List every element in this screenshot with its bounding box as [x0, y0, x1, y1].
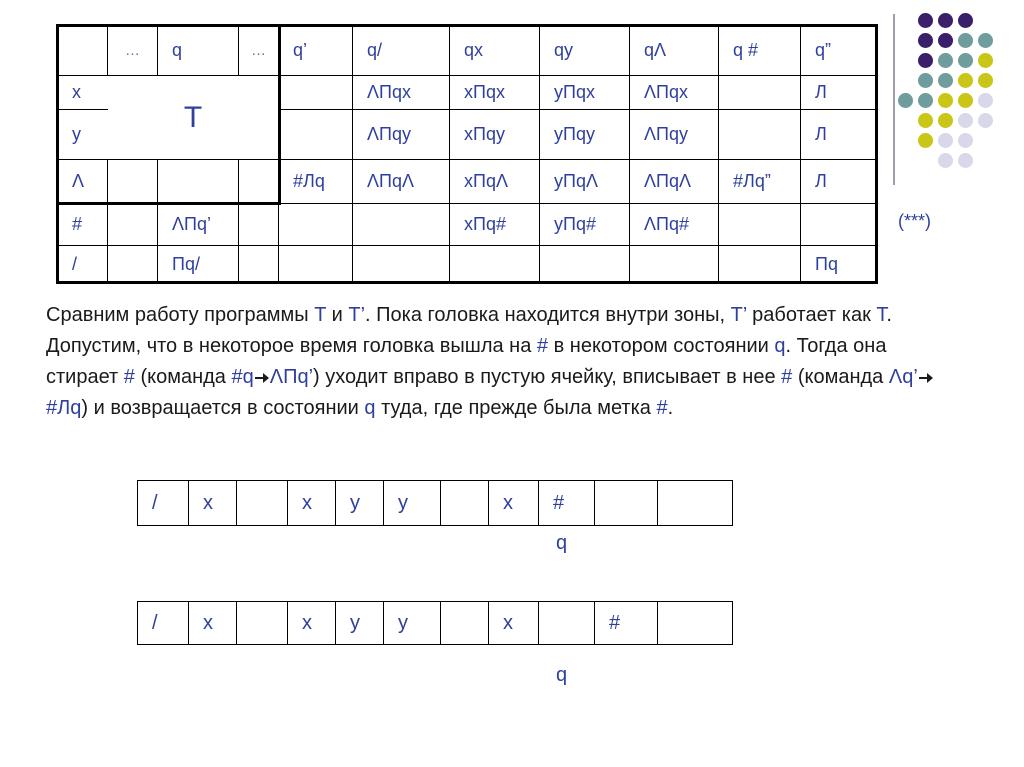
header-cell-q-lambda: qΛ [630, 26, 719, 76]
table-cell [108, 204, 158, 246]
table-cell: ΛПqΛ [630, 160, 719, 204]
zone-border-bottom [56, 202, 280, 205]
decorative-dot [958, 73, 973, 88]
decorative-dot [958, 133, 973, 148]
table-cell: ΛПqy [630, 110, 719, 160]
table-cell: ΛПq’ [158, 204, 239, 246]
tape-before [137, 480, 733, 526]
tape-cell [539, 602, 595, 645]
header-cell-qy: qy [540, 26, 630, 76]
table-cell [540, 246, 630, 284]
table-border-top-right [279, 24, 877, 27]
tape-cell [658, 602, 733, 645]
decorative-dot [938, 93, 953, 108]
decorative-dot [958, 53, 973, 68]
table-cell [719, 246, 801, 284]
decorative-dot [918, 93, 933, 108]
table-cell [719, 110, 801, 160]
table-cell [239, 246, 279, 284]
text-span: . Пока головка находится внутри зоны, [365, 304, 731, 326]
table-cell [239, 160, 279, 204]
tape-cell: y [384, 481, 441, 526]
header-cell-dots-left: … [108, 26, 158, 76]
table-cell: #Лq” [719, 160, 801, 204]
decorative-dot [918, 133, 933, 148]
tape-cell [237, 481, 288, 526]
table-cell [719, 204, 801, 246]
table-row-slash [58, 246, 877, 284]
row-symbol-cell: Λ [58, 160, 108, 204]
decorative-divider-line [893, 14, 895, 185]
decorative-dot [918, 33, 933, 48]
tape-cell: # [539, 481, 595, 526]
text-span: (команда [134, 366, 232, 388]
tape-after [137, 601, 733, 645]
decorative-dot [958, 13, 973, 28]
text-span: ) и возвращается в состоянии [81, 397, 365, 419]
table-cell [279, 110, 353, 160]
tape-cell: x [189, 481, 237, 526]
decorative-dot [938, 153, 953, 168]
text-span: туда, где прежде была метка [375, 397, 657, 419]
arrow-right-icon [919, 373, 933, 383]
table-cell [279, 76, 353, 110]
tape-cell: y [384, 602, 441, 645]
decorative-dot [938, 13, 953, 28]
table-cell: xПq# [450, 204, 540, 246]
highlight-span: T [314, 304, 327, 326]
table-cell: yПq# [540, 204, 630, 246]
tape-cell: x [489, 602, 539, 645]
tape-cell: / [138, 602, 189, 645]
text-span: и [326, 304, 349, 326]
table-row-lambda [58, 160, 877, 204]
table-cell [353, 246, 450, 284]
tape-cell: x [489, 481, 539, 526]
highlight-span: # [536, 335, 549, 357]
highlight-span: T’ [730, 304, 747, 326]
highlight-span: T’ [348, 304, 366, 326]
tape-cell: # [595, 602, 658, 645]
header-cell-corner [58, 26, 108, 76]
table-cell: Л [801, 110, 877, 160]
decorative-dot [978, 33, 993, 48]
decorative-dot [938, 33, 953, 48]
table-cell: ΛПq# [630, 204, 719, 246]
tape-head-state-label: q [556, 532, 568, 554]
table-cell [353, 204, 450, 246]
table-border-bottom [56, 281, 878, 284]
table-cell [630, 246, 719, 284]
table-cell: ΛПqy [353, 110, 450, 160]
decorative-dot [978, 73, 993, 88]
highlight-span: q [364, 397, 376, 419]
tape-cell: y [336, 602, 384, 645]
tape-head-state-label: q [556, 664, 568, 686]
tape-cell: y [336, 481, 384, 526]
header-cell-qx: qx [450, 26, 540, 76]
text-span: . Тогда она стирает [46, 335, 887, 388]
tape-cell [237, 602, 288, 645]
decorative-dot [938, 113, 953, 128]
table-border-left-low [56, 203, 59, 284]
tape-cell: / [138, 481, 189, 526]
table-cell: ΛПqx [630, 76, 719, 110]
explanation-paragraph [46, 300, 946, 424]
equation-number-label: (***) [898, 211, 932, 231]
decorative-dot [958, 93, 973, 108]
table-border-right [875, 24, 878, 284]
highlight-span: # [123, 366, 135, 388]
decorative-dot [918, 113, 933, 128]
header-cell-q-prime: q’ [279, 26, 353, 76]
tape-cell [441, 602, 489, 645]
arrow-right-icon [255, 373, 269, 383]
table-cell: Пq/ [158, 246, 239, 284]
table-row-x [58, 76, 877, 110]
table-cell: ΛПqΛ [353, 160, 450, 204]
table-cell: #Лq [279, 160, 353, 204]
decorative-dot [938, 133, 953, 148]
header-cell-q-double-prime: q” [801, 26, 877, 76]
table-row-hash [58, 204, 877, 246]
table-cell: ΛПqx [353, 76, 450, 110]
decorative-dot [978, 113, 993, 128]
decorative-dot [918, 73, 933, 88]
decorative-dot [938, 53, 953, 68]
table-cell: Пq [801, 246, 877, 284]
row-symbol-cell: # [58, 204, 108, 246]
table-cell: xПqx [450, 76, 540, 110]
text-span: в некотором состоянии [548, 335, 775, 357]
highlight-span: T [876, 304, 887, 326]
table-cell [279, 246, 353, 284]
text-span: Сравним работу программы [46, 304, 315, 326]
text-span: ) уходит вправо в пустую ячейку, вписывает в нее [313, 366, 782, 388]
table-cell: yПqy [540, 110, 630, 160]
decorative-dot [978, 93, 993, 108]
highlight-span: Λq’ [888, 366, 918, 388]
row-symbol-cell: y [58, 110, 108, 160]
table-header-row [58, 26, 877, 76]
highlight-span: ΛПq’ [269, 366, 314, 388]
table-cell [158, 160, 239, 204]
highlight-span: #Лq [46, 397, 82, 419]
row-symbol-cell: x [58, 76, 108, 110]
text-span: (команда [792, 366, 889, 388]
highlight-span: q [774, 335, 786, 357]
table-cell [108, 246, 158, 284]
decorative-dot [918, 13, 933, 28]
tape-cell [595, 481, 658, 526]
table-cell: Л [801, 76, 877, 110]
tape-cell: x [189, 602, 237, 645]
table-cell: yПqΛ [540, 160, 630, 204]
table-cell [719, 76, 801, 110]
row-symbol-cell: / [58, 246, 108, 284]
decorative-dot [978, 53, 993, 68]
header-cell-dots-right: … [239, 26, 279, 76]
tape-cell [658, 481, 733, 526]
decorative-dot [898, 93, 913, 108]
tape-cell: x [288, 481, 336, 526]
text-span: . Допустим, что в некоторое время головка вышла на [46, 304, 892, 357]
decorative-dot [958, 33, 973, 48]
table-cell: yПqx [540, 76, 630, 110]
zone-border-left [56, 24, 59, 204]
text-span: работает как [746, 304, 877, 326]
header-cell-q: q [158, 26, 239, 76]
highlight-span: # [656, 397, 668, 419]
decorative-dot [958, 153, 973, 168]
transition-table [57, 25, 877, 284]
table-cell: xПqy [450, 110, 540, 160]
header-cell-q-slash: q/ [353, 26, 450, 76]
decorative-dot [958, 113, 973, 128]
table-cell [239, 204, 279, 246]
decorative-dot [918, 53, 933, 68]
decorative-dot [938, 73, 953, 88]
text-span: . [667, 397, 674, 419]
highlight-span: #q [231, 366, 254, 388]
table-cell [279, 204, 353, 246]
table-cell [450, 246, 540, 284]
tape-cell [441, 481, 489, 526]
table-cell: xПqΛ [450, 160, 540, 204]
table-cell [801, 204, 877, 246]
tape-cell: x [288, 602, 336, 645]
zone-border-right [278, 24, 281, 205]
table-cell: Л [801, 160, 877, 204]
header-cell-q-hash: q # [719, 26, 801, 76]
zone-border-top [57, 24, 279, 27]
table-cell [108, 160, 158, 204]
zone-t-label: T [183, 100, 203, 134]
highlight-span: # [781, 366, 793, 388]
